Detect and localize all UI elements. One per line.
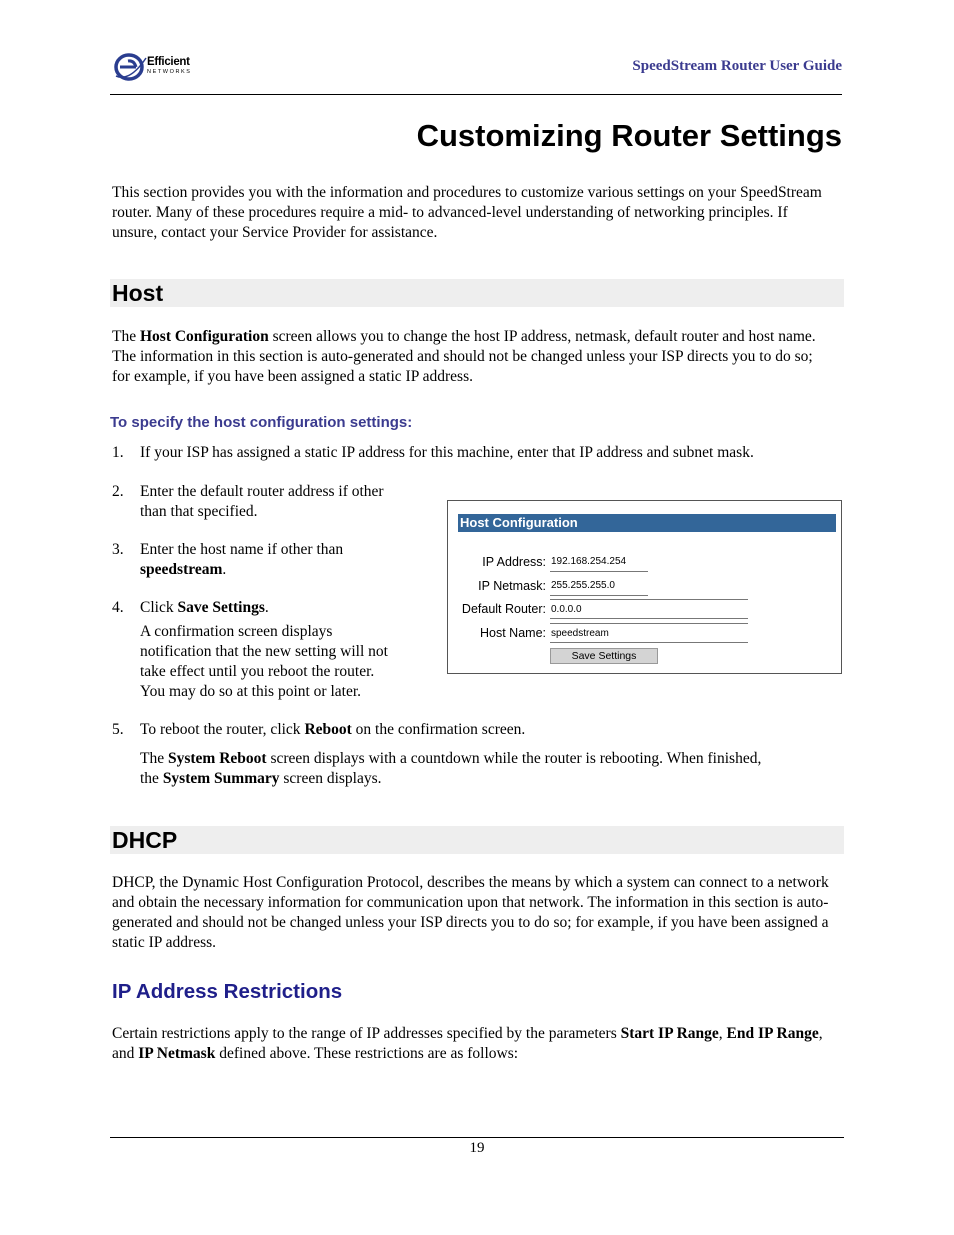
host-name-input[interactable] xyxy=(550,623,748,643)
footer-rule xyxy=(110,1137,844,1138)
text-run: , and xyxy=(112,1025,823,1062)
step-4-note-line-2: notification that the new setting will not xyxy=(140,643,388,660)
text-run: Certain restrictions apply to the range of IP addresses specified by the parameters xyxy=(112,1025,621,1042)
ip-address-restrictions-heading: IP Address Restrictions xyxy=(112,980,343,1003)
text-run: The xyxy=(112,328,140,345)
step-5-note-line-1 xyxy=(140,749,840,769)
ip-netmask-label: IP Netmask: xyxy=(478,579,546,593)
step-number: 5. xyxy=(112,721,124,738)
host-configuration-screenshot xyxy=(447,500,842,674)
text-run: , xyxy=(718,1025,727,1042)
step-4-note-line-3: take effect until you reboot the router. xyxy=(140,663,375,680)
ip-netmask-input[interactable] xyxy=(550,576,648,596)
step-number: 2. xyxy=(112,483,124,500)
step-4-text xyxy=(140,598,269,618)
ip-address-input[interactable] xyxy=(550,552,648,572)
text-run: screen displays with a countdown while the router is rebooting. When finished, xyxy=(266,750,762,767)
save-settings-button[interactable]: Save Settings xyxy=(550,648,658,664)
text-run: screen displays. xyxy=(279,770,382,787)
text-run: the xyxy=(140,770,163,787)
ip-address-label: IP Address: xyxy=(482,555,546,569)
step-1-text: If your ISP has assigned a static IP address for this machine, enter that IP address and subnet mask. xyxy=(140,444,754,461)
bold-run: IP Netmask xyxy=(138,1045,216,1062)
step-4-note-line-4: You may do so at this point or later. xyxy=(140,683,362,700)
text-run: The xyxy=(140,750,168,767)
step-2-line-1: Enter the default router address if other xyxy=(140,483,384,500)
bold-run: Host Configuration xyxy=(139,328,269,345)
text-run: . xyxy=(264,599,269,616)
dhcp-paragraph: DHCP, the Dynamic Host Configuration Protocol, describes the means by which a system can connect to a network and obtain the necessary information for communication upon that network. The information in this section is auto-generated and should not be changed unless your ISP directs you to do so; for example, if you have been assigned a static IP address. xyxy=(112,874,829,951)
step-3-line-1: Enter the host name if other than xyxy=(140,541,344,558)
logo-e-icon xyxy=(114,52,148,82)
step-number: 1. xyxy=(112,444,124,461)
logo-text: Efficient xyxy=(147,56,190,68)
page-number: 19 xyxy=(469,1140,485,1156)
text-run: on the confirmation screen. xyxy=(351,721,526,738)
page-title: Customizing Router Settings xyxy=(416,118,842,153)
step-3-line-2 xyxy=(140,560,226,580)
default-router-input[interactable] xyxy=(550,599,748,619)
procedure-heading: To specify the host configuration settings: xyxy=(110,414,413,431)
section-title-host: Host xyxy=(112,280,164,306)
step-4-note-line-1: A confirmation screen displays xyxy=(140,623,333,640)
bold-run: speedstream xyxy=(140,561,223,578)
bold-run: Reboot xyxy=(304,721,352,738)
section-header-dhcp xyxy=(110,826,844,854)
restrictions-paragraph xyxy=(112,1024,834,1064)
section-title-dhcp: DHCP xyxy=(112,827,178,853)
text-run: . xyxy=(222,561,227,578)
step-5-note-line-2 xyxy=(140,769,840,789)
text-run: defined above. These restrictions are as follows: xyxy=(215,1045,519,1062)
intro-paragraph: This section provides you with the information and procedures to customize various settings on your SpeedStream router. Many of these procedures require a mid- to advanced-level understanding of networking principles. If unsure, contact your Service Provider for assistance. xyxy=(112,184,822,241)
bold-run: System Summary xyxy=(162,770,280,787)
document-title: SpeedStream Router User Guide xyxy=(632,58,842,74)
bold-run: System Reboot xyxy=(167,750,267,767)
step-number: 3. xyxy=(112,541,124,558)
bold-run: Start IP Range xyxy=(620,1025,719,1042)
step-number: 4. xyxy=(112,599,124,616)
text-run: screen allows you to change the host IP address, netmask, default router and host name. The information in this section is auto-generated and should not be changed unless your ISP directs you to do so; for example, if you have been assigned a static IP address. xyxy=(112,328,816,385)
header-rule xyxy=(110,94,842,95)
efficient-networks-logo xyxy=(114,52,214,82)
logo-subtext: NETWORKS xyxy=(147,69,192,75)
step-5-text xyxy=(140,720,840,740)
text-run: Click xyxy=(140,599,178,616)
text-run: To reboot the router, click xyxy=(140,721,305,738)
bold-run: End IP Range xyxy=(726,1025,819,1042)
host-paragraph xyxy=(112,327,834,387)
bold-run: Save Settings xyxy=(177,599,265,616)
section-header-host xyxy=(110,279,844,307)
host-name-label: Host Name: xyxy=(480,626,546,640)
figure-title-bar: Host Configuration xyxy=(458,514,836,532)
step-2-line-2: than that specified. xyxy=(140,503,258,520)
default-router-label: Default Router: xyxy=(461,602,546,616)
